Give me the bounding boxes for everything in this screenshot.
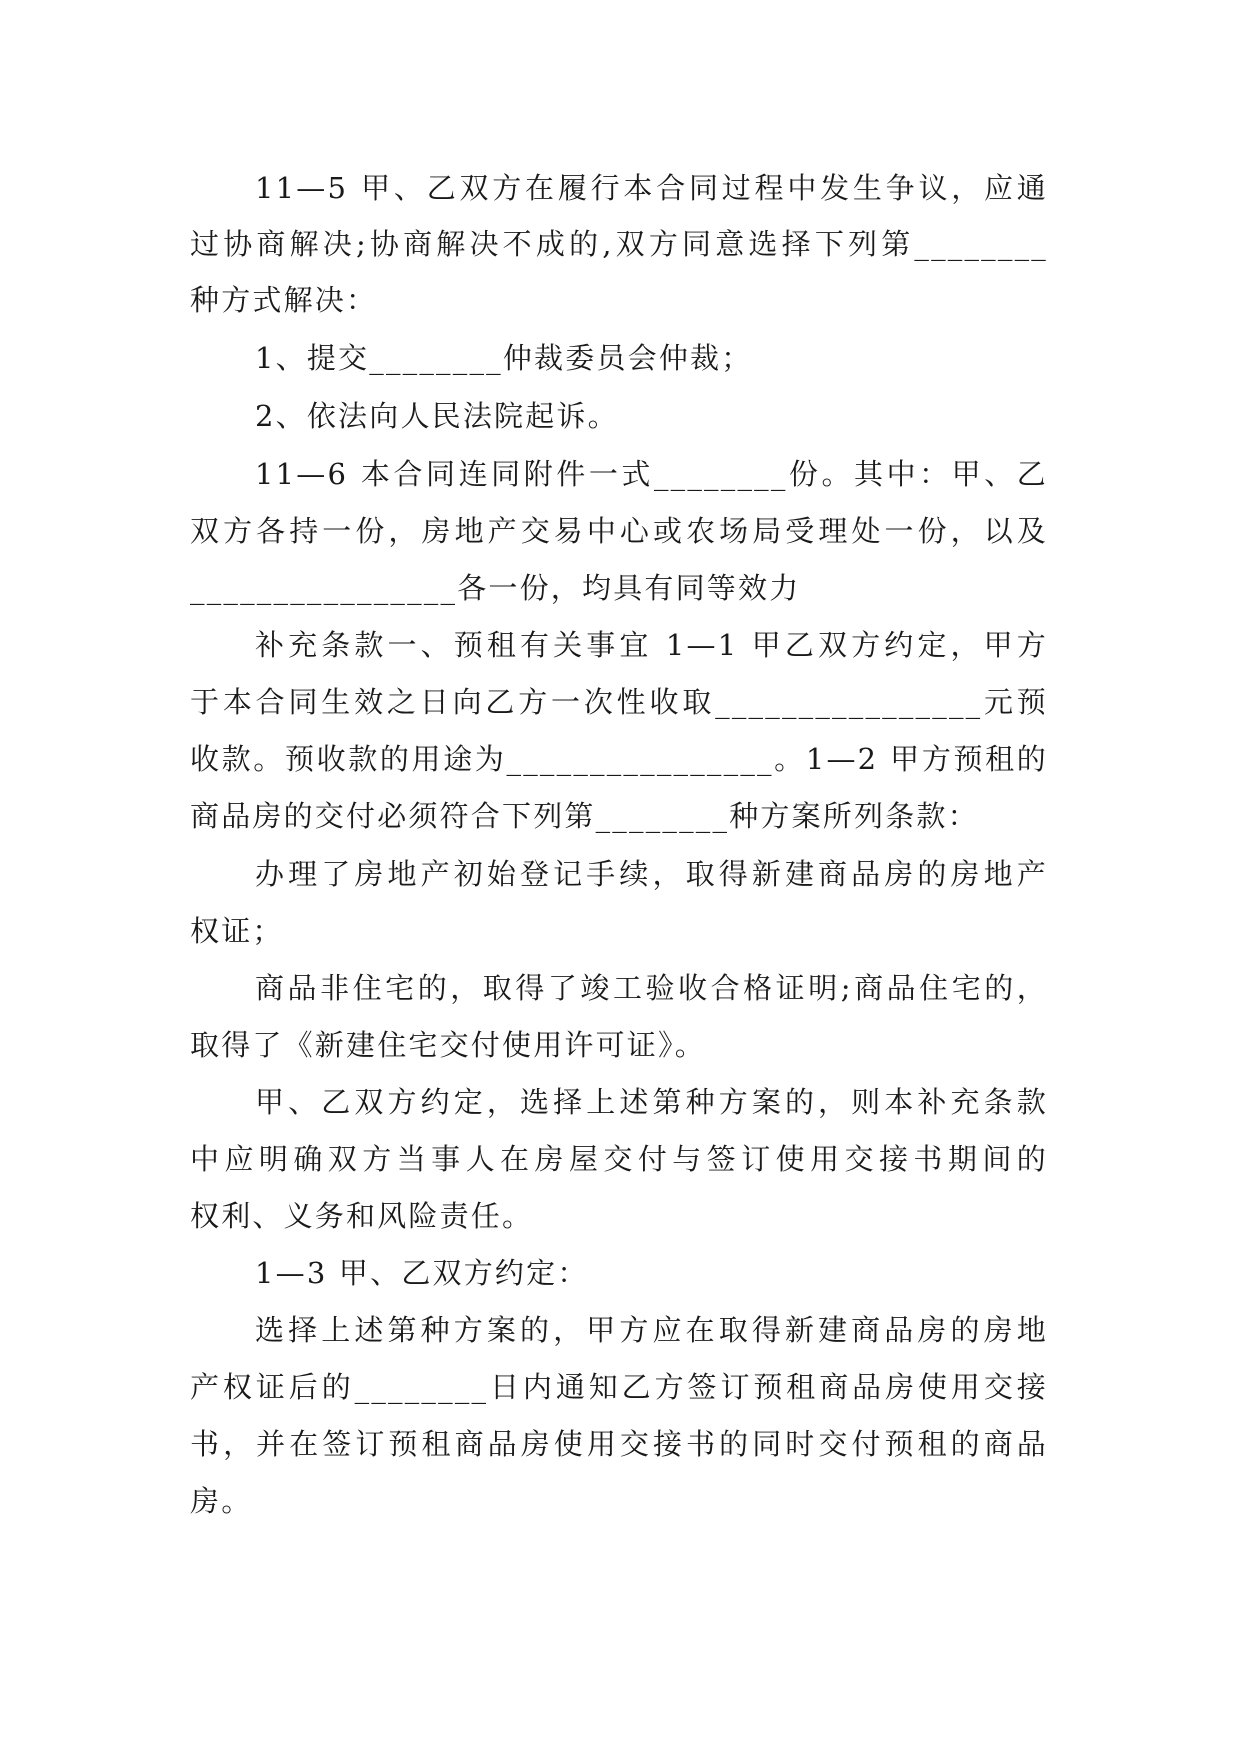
text-line: 房。 [190, 1484, 253, 1518]
text-line: 收款。预收款的用途为________________。1—2 甲方预租的 [190, 742, 1048, 776]
text-line: 1—3 甲、乙双方约定： [255, 1256, 589, 1290]
text-line: 产权证后的________日内通知乙方签订预租商品房使用交接 [190, 1370, 1048, 1404]
text-line: 过协商解决;协商解决不成的,双方同意选择下列第________ [190, 227, 1048, 261]
text-line: 补充条款一、预租有关事宜 1—1 甲乙双方约定，甲方 [255, 628, 1048, 662]
text-line: 11—6 本合同连同附件一式________份。其中：甲、乙 [255, 457, 1048, 491]
text-line: 甲、乙双方约定，选择上述第种方案的，则本补充条款 [255, 1085, 1048, 1119]
text-line: 商品房的交付必须符合下列第________种方案所列条款： [190, 799, 979, 833]
text-line: 11—5 甲、乙双方在履行本合同过程中发生争议，应通 [255, 171, 1048, 205]
text-line: 取得了《新建住宅交付使用许可证》。 [190, 1028, 706, 1062]
text-line: 权利、义务和风险责任。 [190, 1199, 534, 1233]
text-line: 选择上述第种方案的，甲方应在取得新建商品房的房地 [255, 1313, 1048, 1347]
text-line: 权证； [190, 914, 284, 948]
text-line: 种方式解决： [190, 283, 378, 317]
text-line: 于本合同生效之日向乙方一次性收取________________元预 [190, 685, 1048, 719]
text-line: 中应明确双方当事人在房屋交付与签订使用交接书期间的 [190, 1142, 1048, 1176]
text-line: 办理了房地产初始登记手续，取得新建商品房的房地产 [255, 857, 1048, 891]
text-line: 书，并在签订预租商品房使用交接书的同时交付预租的商品 [190, 1427, 1048, 1461]
text-line: 2、依法向人民法院起诉。 [255, 399, 619, 433]
text-line: 商品非住宅的，取得了竣工验收合格证明;商品住宅的， [255, 971, 1048, 1005]
text-line: ________________各一份，均具有同等效力 [190, 571, 801, 605]
text-line: 1、提交________仲裁委员会仲裁； [255, 341, 753, 375]
text-line: 双方各持一份，房地产交易中心或农场局受理处一份，以及 [190, 514, 1048, 548]
